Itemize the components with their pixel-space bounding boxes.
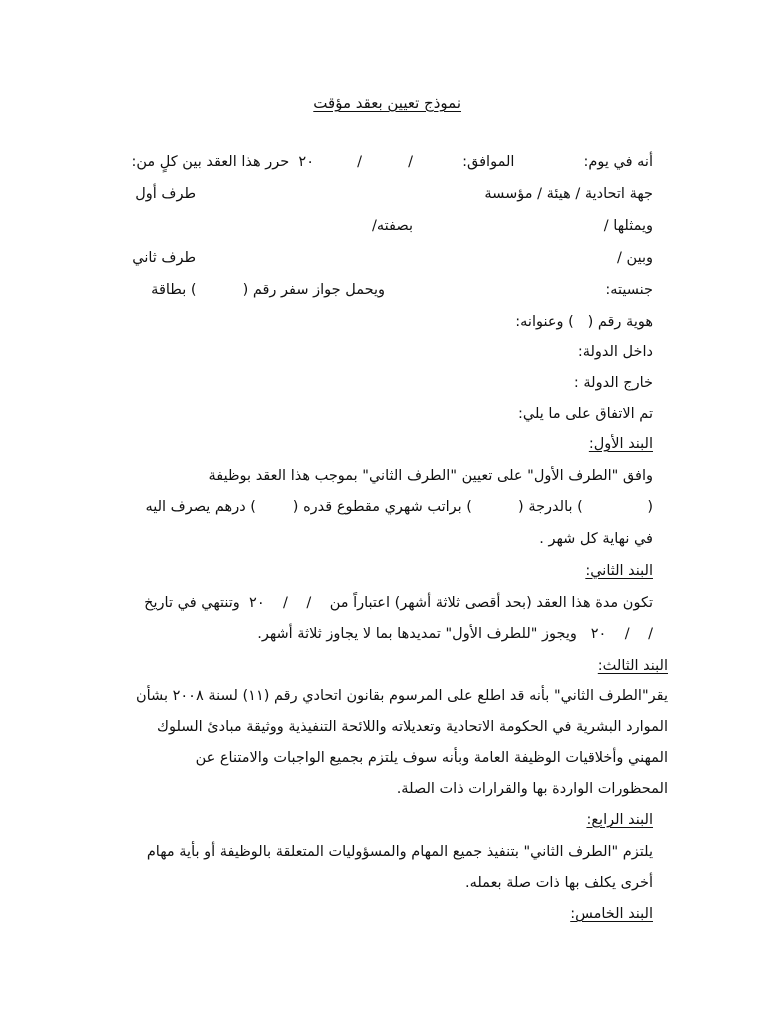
first-party-entity: جهة اتحادية / هيئة / مؤسسة <box>484 186 653 202</box>
clause-2-line-2: / / ٢٠ ويجوز "للطرف الأول" تمديدها بما لا يجاوز ثلاثة أشهر. <box>257 626 653 642</box>
clause-3-line-3: المهني وأخلاقيات الوظيفة العامة وبأنه سوف يلتزم بجميع الواجبات والامتناع عن <box>195 750 668 766</box>
clause-3-line-4: المحظورات الواردة بها والقرارات ذات الصلة. <box>396 781 668 797</box>
date-line-end: ٢٠ حرر هذا العقد بين كلٍ من: <box>131 154 314 170</box>
clause-5-heading: البند الخامس: <box>570 906 653 922</box>
date-line-start: أنه في يوم: الموافق: <box>462 154 653 170</box>
representative-capacity: بصفته/ <box>372 218 413 234</box>
passport-and-id-text: ويحمل جواز سفر رقم ( ) بطاقة <box>151 282 385 298</box>
address-inside-country: داخل الدولة: <box>577 344 653 360</box>
clause-2-heading: البند الثاني: <box>585 563 653 579</box>
address-outside-country: خارج الدولة : <box>573 375 653 391</box>
clause-4-heading: البند الرابع: <box>586 812 653 828</box>
clause-1-line-1: وافق "الطرف الأول" على تعيين "الطرف الثاني" بموجب هذا العقد بوظيفة <box>208 468 653 484</box>
clause-3-line-2: الموارد البشرية في الحكومة الاتحادية وتعديلاته واللائحة التنفيذية ووثيقة مبادئ السلوك <box>157 719 668 735</box>
second-party-entity: وبين / <box>617 250 653 266</box>
nationality-label: جنسيته: <box>605 282 653 298</box>
second-party-label: طرف ثاني <box>132 250 196 266</box>
clause-3-line-1: يقر"الطرف الثاني" بأنه قد اطلع على المرسوم بقانون اتحادي رقم (١١) لسنة ٢٠٠٨ بشأن <box>135 688 668 704</box>
clause-3-heading: البند الثالث: <box>597 658 668 674</box>
first-party-label: طرف أول <box>135 186 196 202</box>
document-title: نموذج تعيين بعقد مؤقت <box>313 94 461 112</box>
clause-2-line-1: تكون مدة هذا العقد (بحد أقصى ثلاثة أشهر) اعتباراً من / / ٢٠ وتنتهي في تاريخ <box>144 595 653 611</box>
clause-4-line-2: أخرى يكلف بها ذات صلة بعمله. <box>465 875 653 891</box>
clause-1-heading: البند الأول: <box>588 436 653 452</box>
agreement-intro: تم الاتفاق على ما يلي: <box>518 406 653 422</box>
clause-1-line-3: في نهاية كل شهر . <box>539 531 653 547</box>
clause-1-line-2: ( ) بالدرجة ( ) براتب شهري مقطوع قدره ( ) درهم يصرف اليه <box>145 499 653 515</box>
date-line-slashes: / / <box>357 154 413 170</box>
clause-4-line-1: يلتزم "الطرف الثاني" بتنفيذ جميع المهام والمسؤوليات المتعلقة بالوظيفة أو بأية مهام <box>146 844 653 860</box>
representative-label: ويمثلها / <box>603 218 653 234</box>
id-number-and-address: هوية رقم ( ) وعنوانه: <box>515 314 653 330</box>
